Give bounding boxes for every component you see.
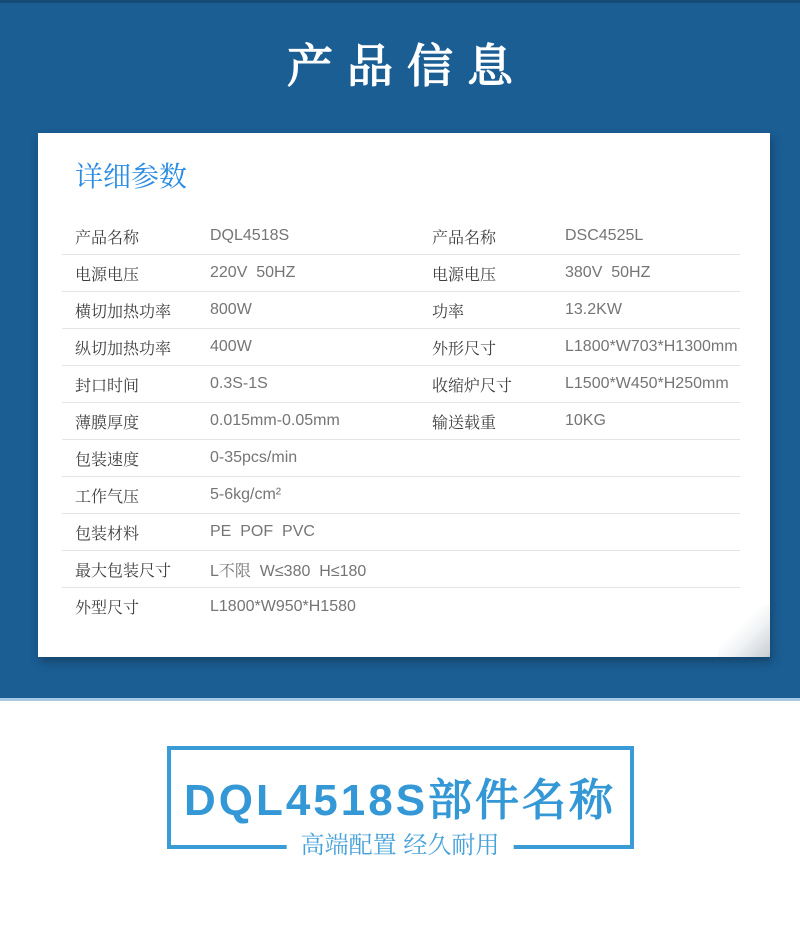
- param-value-right: L1500*W450*H250mm: [565, 375, 729, 392]
- param-value-right: L1800*W703*H1300mm: [565, 338, 738, 355]
- table-row: [62, 255, 740, 292]
- param-label-right: 功率: [432, 303, 465, 321]
- footer-section: [0, 746, 800, 945]
- param-value-left: L不限 W≤380 H≤180: [210, 562, 367, 580]
- page-title: 产品信息: [287, 40, 527, 92]
- param-label-left: 纵切加热功率: [75, 340, 172, 358]
- param-label-right: 产品名称: [432, 229, 497, 247]
- param-value-left: DQL4518S: [210, 227, 290, 244]
- param-label-left: 横切加热功率: [75, 303, 172, 321]
- param-label-left: 薄膜厚度: [75, 414, 140, 432]
- table-row: [62, 292, 740, 329]
- table-row: [62, 329, 740, 366]
- param-label-left: 工作气压: [75, 488, 140, 506]
- spec-heading: 详细参数: [75, 161, 188, 192]
- param-value-left: L1800*W950*H1580: [210, 597, 356, 615]
- param-label-right: 电源电压: [432, 266, 497, 284]
- table-row: [62, 551, 740, 588]
- table-row: [62, 477, 740, 514]
- param-label-right: 收缩炉尺寸: [432, 377, 513, 395]
- param-label-left: 包装速度: [75, 451, 140, 469]
- param-label-left: 封口时间: [75, 377, 140, 395]
- param-label-left: 包装材料: [75, 525, 140, 543]
- table-row: [62, 588, 740, 625]
- param-label-left: 产品名称: [75, 229, 140, 247]
- param-value-left: 0-35pcs/min: [210, 449, 298, 466]
- spec-table: [62, 218, 740, 625]
- table-row: [62, 403, 740, 440]
- model-title: DQL4518S部件名称: [183, 775, 617, 825]
- param-value-right: DSC4525L: [565, 227, 644, 244]
- param-value-right: 380V 50HZ: [565, 264, 651, 281]
- param-label-right: 输送载重: [432, 414, 497, 432]
- param-value-left: 400W: [210, 338, 252, 355]
- table-row: [62, 440, 740, 477]
- table-row: [62, 514, 740, 551]
- spec-card: [38, 133, 770, 657]
- param-label-right: 外形尺寸: [432, 340, 497, 358]
- model-name-box: [167, 746, 634, 859]
- param-label-left: 外型尺寸: [75, 600, 140, 617]
- page-curl-decoration: [718, 605, 770, 657]
- param-value-left: 5-6kg/cm²: [210, 486, 282, 503]
- param-value-left: 800W: [210, 301, 252, 318]
- table-row: [62, 218, 740, 255]
- param-value-left: 0.015mm-0.05mm: [210, 412, 340, 429]
- param-value-right: 10KG: [565, 412, 606, 429]
- param-value-left: 220V 50HZ: [210, 264, 296, 281]
- table-row: [62, 366, 740, 403]
- model-tagline: 高端配置 经久耐用: [287, 831, 514, 861]
- param-value-left: 0.3S-1S: [210, 375, 268, 392]
- param-label-left: 最大包装尺寸: [75, 562, 172, 580]
- param-value-right: 13.2KW: [565, 301, 622, 318]
- param-value-left: PE POF PVC: [210, 523, 315, 540]
- param-label-left: 电源电压: [75, 266, 140, 284]
